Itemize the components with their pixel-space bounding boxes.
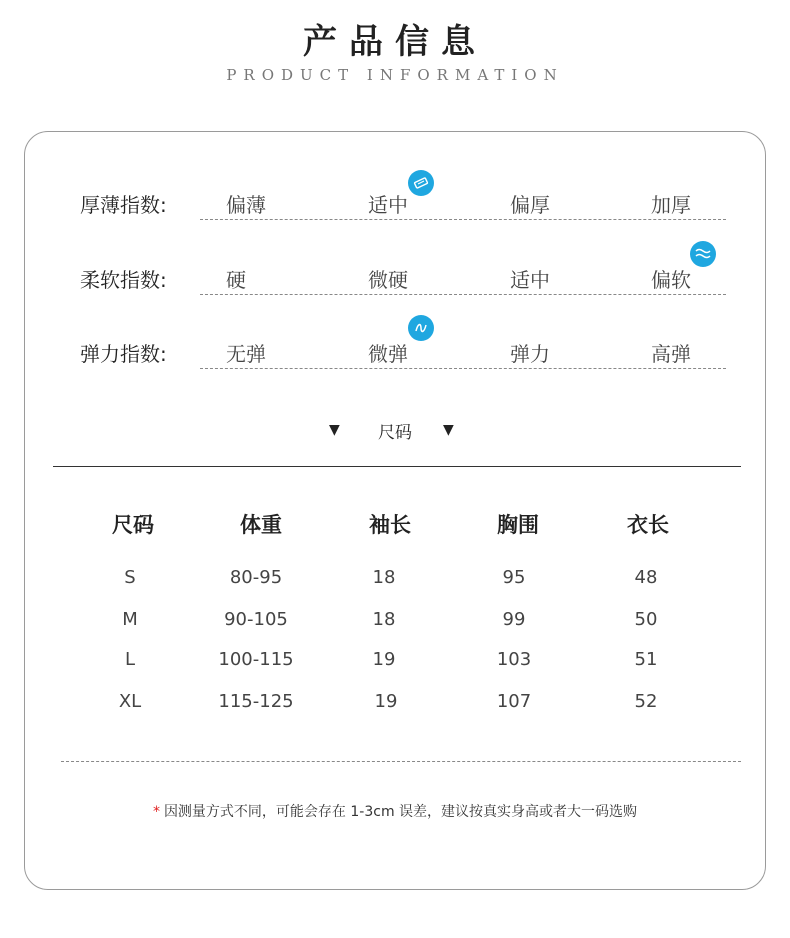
- table-cell: 80-95: [229, 567, 283, 588]
- table-cell: 107: [496, 691, 532, 712]
- table-cell: 100-115: [218, 649, 294, 670]
- table-cell: 103: [496, 649, 532, 670]
- softness-option-selected: 偏软: [651, 268, 691, 292]
- table-cell: XL: [118, 691, 142, 712]
- note-text: 因测量方式不同，可能会存在 1-3cm 误差，建议按真实身高或者大一码选购: [163, 804, 638, 820]
- thickness-option-selected: 适中: [368, 193, 408, 217]
- page-subtitle: PRODUCT INFORMATION: [226, 66, 564, 84]
- thickness-dashed-line: [200, 219, 726, 220]
- size-table-header: 袖长: [369, 513, 411, 537]
- size-table-header: 胸围: [497, 513, 539, 537]
- triangle-down-icon: ▼: [443, 422, 454, 438]
- table-cell: 95: [502, 567, 526, 588]
- table-cell: 52: [634, 691, 658, 712]
- triangle-down-icon: ▼: [329, 422, 340, 438]
- table-cell: 115-125: [218, 691, 294, 712]
- bottom-dashed-divider: [61, 761, 741, 762]
- elasticity-option: 无弹: [226, 342, 266, 366]
- elasticity-option: 高弹: [651, 342, 691, 366]
- table-cell: S: [124, 567, 136, 588]
- size-table-header: 尺码: [112, 513, 154, 537]
- thickness-index-label: 厚薄指数:: [80, 193, 167, 217]
- thickness-option: 偏厚: [510, 193, 550, 217]
- size-table-header: 衣长: [627, 513, 669, 537]
- elasticity-dashed-line: [200, 368, 726, 369]
- table-cell: 99: [502, 609, 526, 630]
- table-cell: 19: [372, 649, 396, 670]
- table-cell: 51: [634, 649, 658, 670]
- size-section-title: 尺码: [378, 423, 412, 443]
- softness-dashed-line: [200, 294, 726, 295]
- stretch-icon: [408, 315, 434, 341]
- elasticity-option-selected: 微弹: [368, 342, 408, 366]
- note-star: *: [152, 804, 160, 820]
- wave-icon: [690, 241, 716, 267]
- section-divider: [53, 466, 741, 467]
- page-title: 产品信息: [303, 22, 487, 62]
- thickness-option: 偏薄: [226, 193, 266, 217]
- softness-index-label: 柔软指数:: [80, 268, 167, 292]
- softness-option: 微硬: [368, 268, 408, 292]
- elasticity-index-label: 弹力指数:: [80, 342, 167, 366]
- fabric-layer-icon: [408, 170, 434, 196]
- size-table-header: 体重: [240, 513, 282, 537]
- measurement-note: [0, 801, 790, 821]
- table-cell: M: [122, 609, 138, 630]
- softness-option: 硬: [226, 268, 246, 292]
- table-cell: 19: [374, 691, 398, 712]
- thickness-option: 加厚: [651, 193, 691, 217]
- table-cell: 90-105: [224, 609, 288, 630]
- table-cell: 18: [372, 567, 396, 588]
- softness-option: 适中: [510, 268, 550, 292]
- elasticity-option: 弹力: [510, 342, 550, 366]
- table-cell: 48: [634, 567, 658, 588]
- table-cell: L: [124, 649, 136, 670]
- table-cell: 50: [634, 609, 658, 630]
- table-cell: 18: [372, 609, 396, 630]
